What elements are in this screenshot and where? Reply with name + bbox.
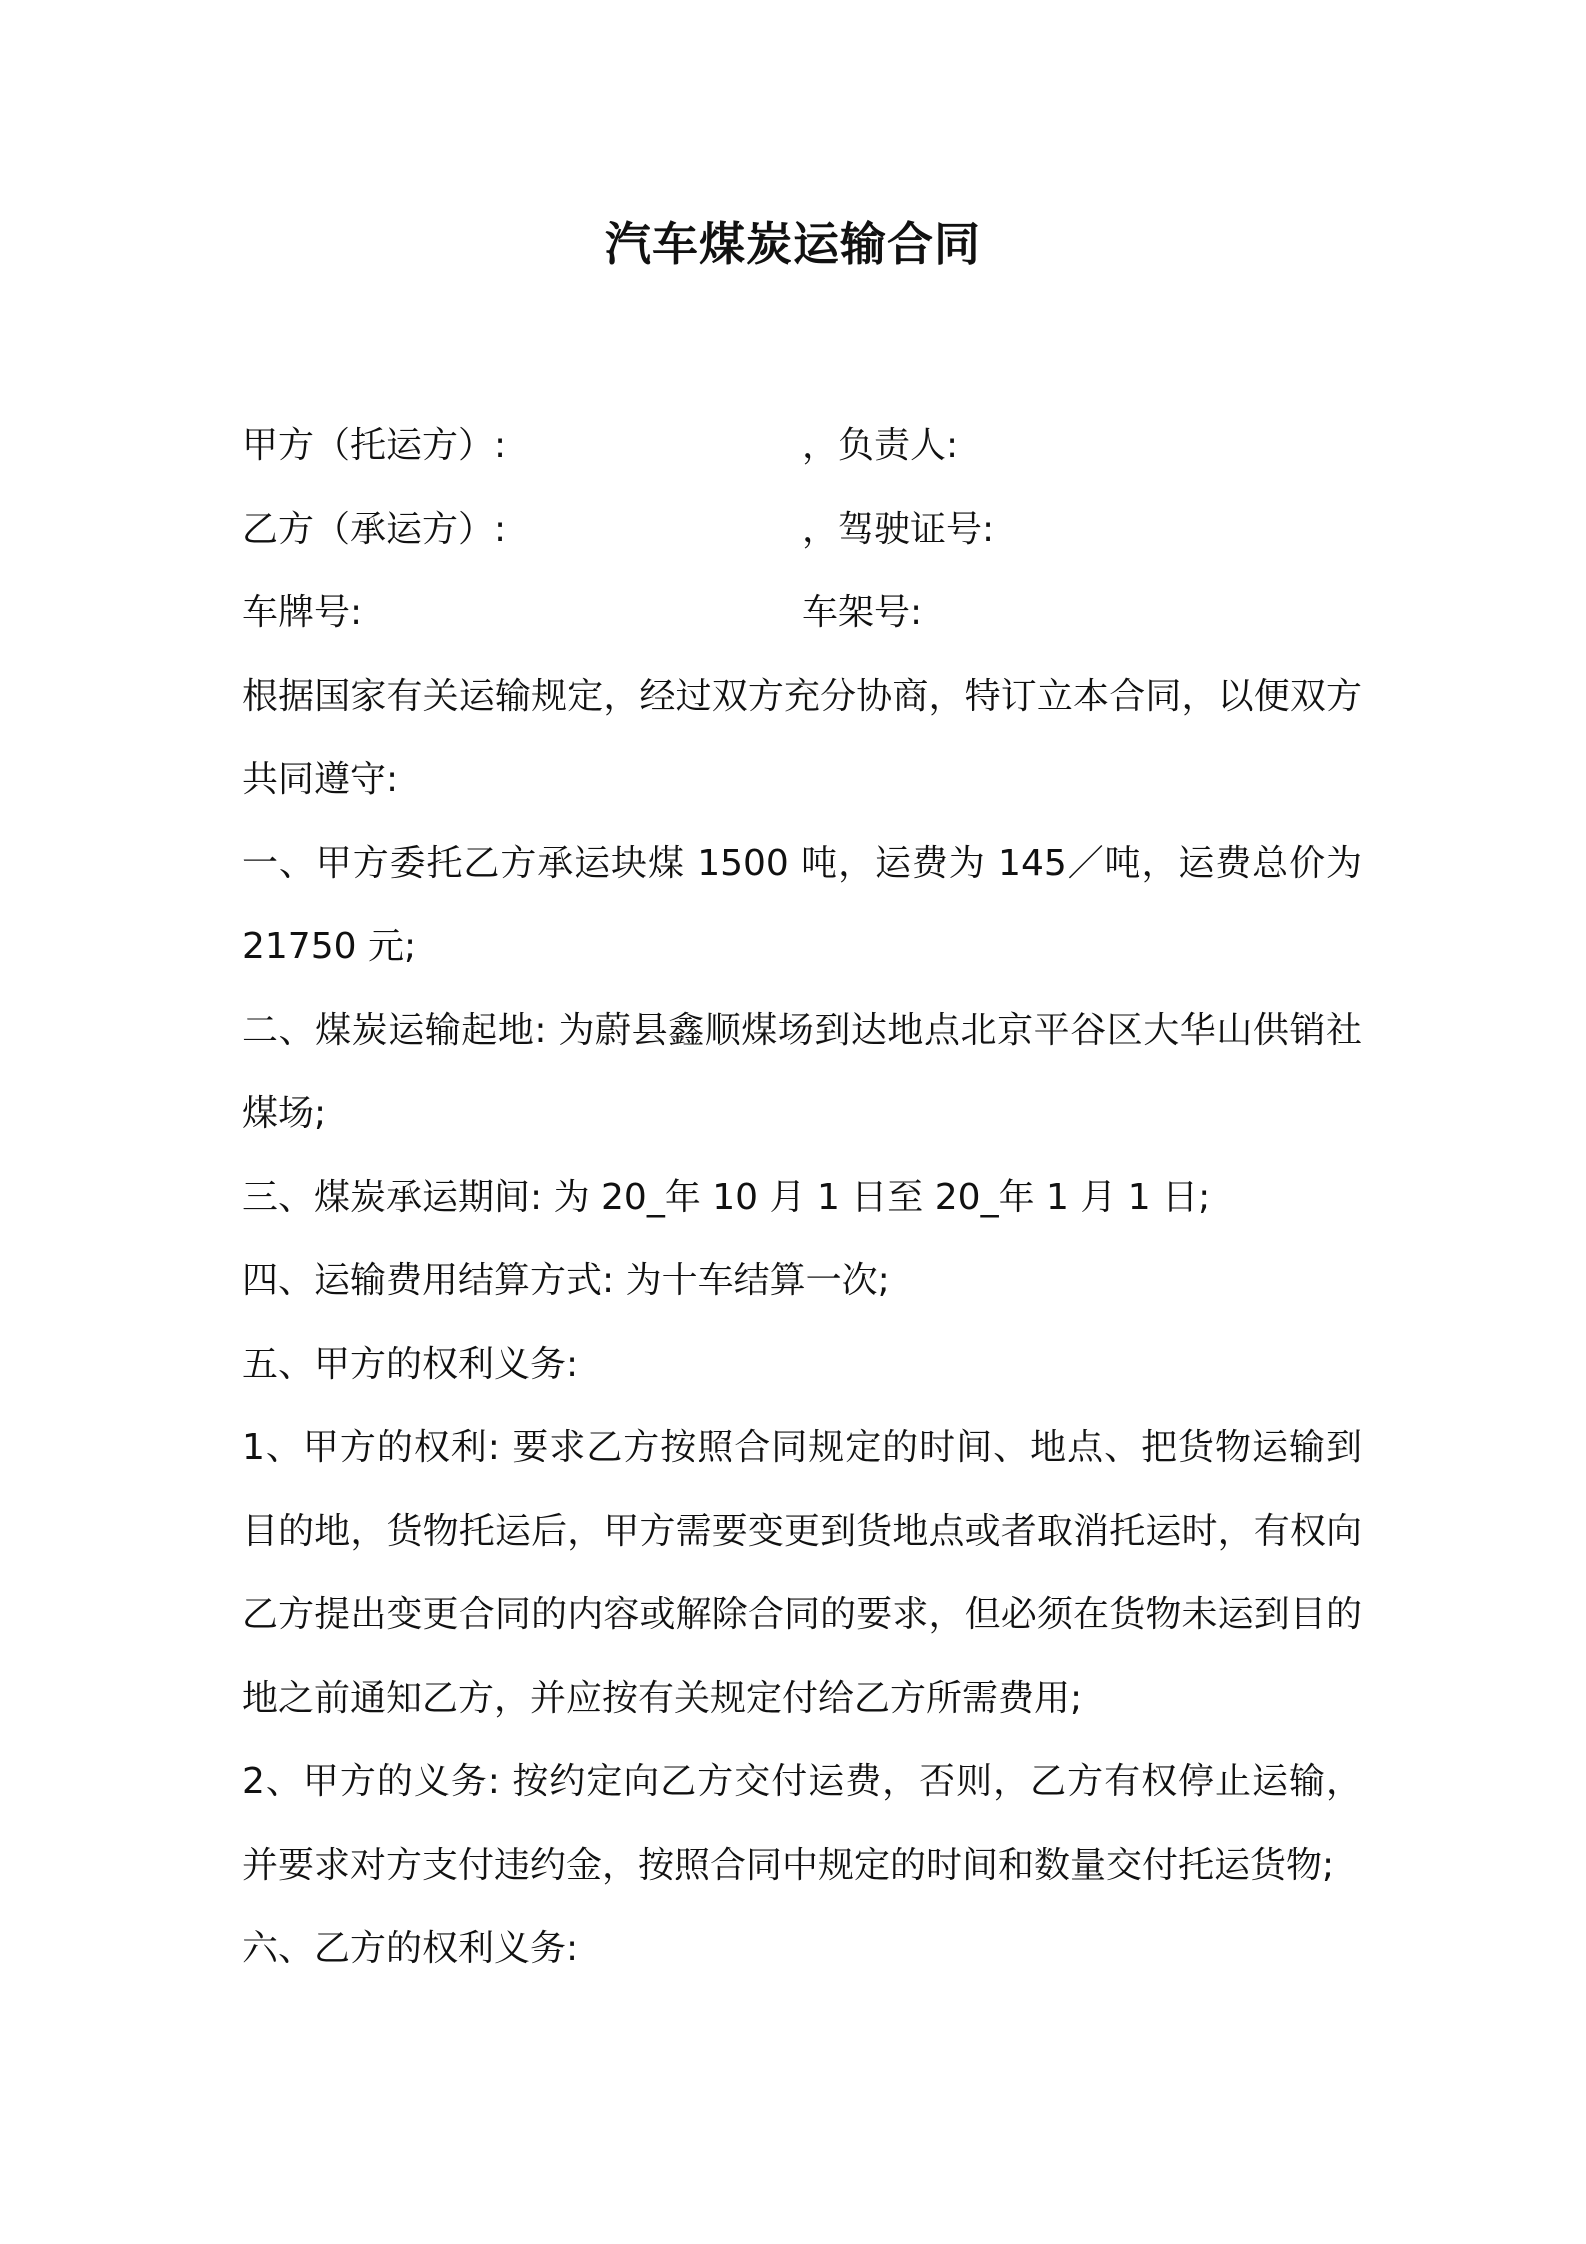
paragraph-clause-5-1: 1、甲方的权利: 要求乙方按照合同规定的时间、地点、把货物运输到目的地，货物托运后，甲方需要变更到货地点或者取消托运时，有权向乙方提出变更合同的内容或解除合同的要求，但必须在货物未运到目的地之前通知乙方，并应按有关规定付给乙方所需费用; xyxy=(242,1427,1362,1719)
paragraph-clause-1: 一、甲方委托乙方承运块煤 1500 吨，运费为 145／吨，运费总价为 21750 元; xyxy=(242,842,1362,967)
paragraph-clause-3: 三、煤炭承运期间: 为 20_年 10 月 1 日至 20_年 1 月 1 日; xyxy=(242,1176,1211,1218)
vehicle-row xyxy=(242,571,1362,655)
party-b-row xyxy=(242,488,1362,572)
paragraph-clause-4: 四、运输费用结算方式: 为十车结算一次; xyxy=(242,1260,890,1301)
party-b-label: 乙方（承运方）: xyxy=(242,508,507,550)
paragraph-clause-6: 六、乙方的权利义务: xyxy=(242,1928,579,1969)
plate-number-label: 车牌号: xyxy=(242,592,363,633)
party-b-license-label: ，驾驶证号: xyxy=(802,508,995,550)
paragraph-intro: 根据国家有关运输规定，经过双方充分协商，特订立本合同，以便双方共同遵守: xyxy=(242,675,1362,800)
paragraph-clause-5-2: 2、甲方的义务: 按约定向乙方交付运费，否则，乙方有权停止运输，并要求对方支付违约金，按照合同中规定的时间和数量交付托运货物; xyxy=(242,1761,1362,1886)
party-a-responsible-label: ，负责人: xyxy=(802,425,959,466)
document-title: 汽车煤炭运输合同 xyxy=(605,217,981,271)
paragraph-clause-5: 五、甲方的权利义务: xyxy=(242,1343,579,1385)
party-a-label: 甲方（托运方）: xyxy=(242,425,507,466)
frame-number-label: 车架号: xyxy=(802,592,923,633)
document-body xyxy=(242,404,1362,1991)
party-a-row xyxy=(242,404,1362,488)
paragraph-clause-2: 二、煤炭运输起地: 为蔚县鑫顺煤场到达地点北京平谷区大华山供销社煤场; xyxy=(242,1009,1362,1134)
